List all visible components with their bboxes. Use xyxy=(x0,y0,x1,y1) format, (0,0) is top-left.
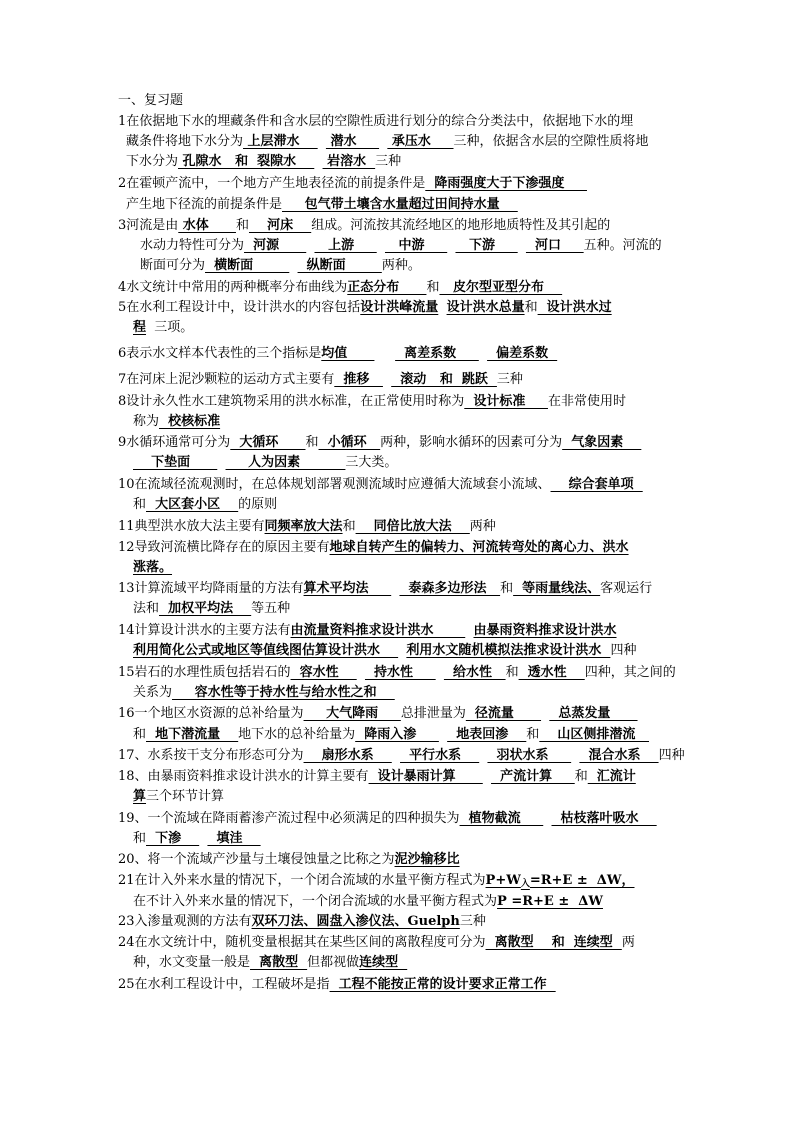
question-text: 18、由暴雨资料推求设计洪水的计算主要有 xyxy=(118,769,369,784)
question-text: 和 xyxy=(133,497,147,512)
question-text: 4水文统计中常用的两种概率分布曲线为 xyxy=(118,280,348,295)
question-text: 在非常使用时 xyxy=(547,394,626,409)
answer-text: 综合套单项 xyxy=(550,477,643,492)
answer-text: 混合水系 xyxy=(579,748,659,763)
answer-text: 产流计算 xyxy=(491,769,575,784)
question-text: 但都视做 xyxy=(307,955,360,970)
question-line xyxy=(118,850,460,869)
answer-text: 大循环 xyxy=(230,435,306,450)
answer-text: 加权平均法 xyxy=(159,601,252,616)
answer-text: 降雨强度大于下渗强度 xyxy=(425,176,587,191)
question-text: 下水分为 xyxy=(126,154,179,169)
question-text xyxy=(314,154,322,169)
question-text: 19、一个流域在降雨蓄渗产流过程中必须满足的四种损失为 xyxy=(118,811,460,826)
question-line xyxy=(118,174,587,193)
question-text xyxy=(543,811,551,826)
question-text: 6表示水文样本代表性的三个指标是 xyxy=(118,346,322,361)
answer-text: 潜水 xyxy=(325,134,380,149)
question-text: 两 xyxy=(621,935,635,950)
answer-text: 偏差系数 xyxy=(487,346,558,361)
answer-text: 设计洪水过 xyxy=(537,300,612,315)
answer-text: 同倍比放大法 xyxy=(355,519,470,534)
question-line xyxy=(133,829,261,848)
answer-text: 下渗 xyxy=(146,831,200,846)
answer-text: 孔隙水 和 裂隙水 xyxy=(178,154,315,169)
question-text xyxy=(374,346,395,361)
question-line xyxy=(118,538,629,557)
question-line xyxy=(133,558,172,577)
answer-text: 上层滞水 xyxy=(243,134,318,149)
question-line xyxy=(133,892,603,911)
question-text: 25在水利工程设计中，工程破坏是指 xyxy=(118,977,330,992)
question-text xyxy=(318,134,326,149)
question-text: 和 xyxy=(342,519,356,534)
question-text xyxy=(465,623,473,638)
answer-text: 算术平均法 xyxy=(303,581,392,596)
answer-text: 均值 xyxy=(321,346,375,361)
answer-text: 涨落。 xyxy=(133,560,173,575)
answer-text: 推移 xyxy=(334,372,383,387)
answer-text: 扇形水系 xyxy=(303,748,392,763)
answer-text: 设计标准 xyxy=(464,394,548,409)
question-text: 三项。 xyxy=(146,320,194,335)
question-text: 三种 xyxy=(375,154,402,169)
answer-text: 岩溶水 xyxy=(322,154,376,169)
question-line xyxy=(118,767,636,786)
question-line xyxy=(133,495,277,514)
answer-text: 正态分布 xyxy=(347,280,427,295)
answer-text: 气象因素 xyxy=(562,435,642,450)
answer-text: 容水性 xyxy=(290,665,357,680)
answer-text: 包气带土壤含水量超过田间持水量 xyxy=(282,197,518,212)
answer-text: 校核标准 xyxy=(159,414,221,429)
answer-text: 河源 xyxy=(244,238,307,253)
question-text xyxy=(438,300,446,315)
answer-text: 泰森多边形法 xyxy=(399,581,501,596)
question-text: 四种 xyxy=(610,643,637,658)
question-line xyxy=(140,256,421,275)
answer-text: 河床 xyxy=(248,218,312,233)
question-text xyxy=(289,258,297,273)
answer-text: 滚动 和 跳跃 xyxy=(391,372,497,387)
question-text: 15岩石的水理性质包括岩石的 xyxy=(118,665,291,680)
question-text xyxy=(217,455,225,470)
question-line xyxy=(118,809,657,828)
answer-text: 持水性 xyxy=(364,665,436,680)
answer-text: 给水性 xyxy=(443,665,506,680)
question-text: 16一个地区水资源的总补给量为 xyxy=(118,706,304,721)
question-line xyxy=(118,663,676,682)
question-line xyxy=(133,453,397,472)
subscript-text: 入 xyxy=(520,879,530,889)
question-line xyxy=(118,433,641,452)
question-text: 两种 xyxy=(469,519,496,534)
question-text: 藏条件将地下水分为 xyxy=(126,134,244,149)
answer-text: 枯枝落叶吸水 xyxy=(551,811,657,826)
question-line xyxy=(126,132,649,151)
question-text: 法和 xyxy=(133,601,160,616)
question-text: 五种。河流的 xyxy=(583,238,662,253)
question-text: 断面可分为 xyxy=(140,258,206,273)
question-text: 21在计入外来水量的情况下，一个闭合流域的水量平衡方程式为 xyxy=(118,873,486,888)
question-text: 产生地下径流的前提条件是 xyxy=(126,197,283,212)
question-text xyxy=(392,748,400,763)
answer-text: 大区套小区 xyxy=(146,497,239,512)
question-text: 种，水文变量一般是 xyxy=(133,955,251,970)
question-text xyxy=(439,727,447,742)
question-line xyxy=(133,318,193,337)
answer-text: 容水性等于持水性与给水性之和 xyxy=(172,685,395,700)
question-line xyxy=(118,933,635,952)
answer-text: P+W xyxy=(485,873,521,888)
answer-text: 地表回渗 xyxy=(447,727,527,742)
question-text: 四种 xyxy=(658,748,685,763)
answer-text: 中游 xyxy=(384,238,448,253)
question-text xyxy=(518,238,526,253)
question-text: 三种 xyxy=(496,372,523,387)
answer-text: 下垫面 xyxy=(133,455,218,470)
question-text: 两种。 xyxy=(381,258,421,273)
question-text: 的原则 xyxy=(238,497,278,512)
question-text: 三种 xyxy=(459,914,486,929)
question-text: 两种，影响水循环的因素可分为 xyxy=(380,435,563,450)
question-line xyxy=(140,236,662,255)
question-text: 水动力特性可分为 xyxy=(140,238,245,253)
section-title xyxy=(118,91,183,110)
question-text: 10在流域径流观测时，在总体规划部署观测流域时应遵循大流域套小流域、 xyxy=(118,477,551,492)
answer-text: 承压水 xyxy=(387,134,454,149)
question-text xyxy=(479,346,487,361)
question-text: 和 xyxy=(500,581,514,596)
answer-text: 等雨量线法、 xyxy=(513,581,601,596)
question-text: 一、复习题 xyxy=(118,93,184,108)
answer-text: 离散型 xyxy=(250,955,308,970)
question-text: 三大类。 xyxy=(345,455,398,470)
answer-text: 水体 xyxy=(178,218,236,233)
answer-text: 填洼 xyxy=(207,831,261,846)
question-line xyxy=(118,112,633,131)
question-line xyxy=(118,392,626,411)
question-text: 在不计入外来水量的情况下，一个闭合流域的水量平衡方程式为 xyxy=(133,894,498,909)
question-line xyxy=(133,641,636,660)
question-text: 12导致河流横比降存在的原因主要有 xyxy=(118,540,330,555)
answer-text: 降雨入渗 xyxy=(355,727,439,742)
answer-text: 人为因素 xyxy=(225,455,346,470)
question-line xyxy=(118,344,557,363)
answer-text: 由暴雨资料推求设计洪水 xyxy=(473,623,617,638)
question-text: 24在水文统计中，随机变量根据其在某些区间的离散程度可分为 xyxy=(118,935,486,950)
answer-text: 小循环 xyxy=(318,435,381,450)
question-text: 和 xyxy=(235,218,249,233)
answer-text: 大气降雨 xyxy=(303,706,401,721)
answer-text: 河口 xyxy=(525,238,584,253)
answer-text: 同频率放大法 xyxy=(264,519,343,534)
question-text: 7在河床上泥沙颗粒的运动方式主要有 xyxy=(118,372,335,387)
question-line xyxy=(133,953,407,972)
answer-text: =R+E ± ΔW， xyxy=(529,873,635,888)
answer-text: 上游 xyxy=(314,238,377,253)
question-text: 3河流是由 xyxy=(118,218,179,233)
question-line xyxy=(118,975,556,994)
answer-text: 下游 xyxy=(455,238,518,253)
question-line xyxy=(126,195,518,214)
question-line xyxy=(133,599,290,618)
question-line xyxy=(118,370,523,389)
answer-text: 由流量资料推求设计洪水 xyxy=(290,623,466,638)
answer-text: 利用简化公式或地区等值线图估算设计洪水 xyxy=(133,643,399,658)
answer-text: 皮尔型亚型分布 xyxy=(439,280,563,295)
answer-text: 设计暴雨计算 xyxy=(368,769,483,784)
answer-text: 离散型 和 连续型 xyxy=(485,935,622,950)
question-text: 17、水系按干支分布形态可分为 xyxy=(118,748,304,763)
question-text: 组成。河流按其流经地区的地形地质特性及其引起的 xyxy=(311,218,611,233)
question-line xyxy=(118,517,496,536)
question-line xyxy=(118,298,612,317)
question-line xyxy=(118,704,638,723)
answer-text: 羽状水系 xyxy=(487,748,572,763)
question-line xyxy=(133,725,649,744)
answer-text: 纵断面 xyxy=(297,258,382,273)
question-line xyxy=(133,683,395,702)
question-line xyxy=(126,152,401,171)
answer-text: 山区侧排潜流 xyxy=(539,727,649,742)
question-text: 和 xyxy=(133,831,147,846)
answer-text: 利用水文随机模拟法推求设计洪水 xyxy=(406,643,611,658)
answer-text: 透水性 xyxy=(518,665,585,680)
question-text: 13计算流域平均降雨量的方法有 xyxy=(118,581,304,596)
answer-text: P =R+E ± ΔW xyxy=(497,894,603,909)
question-text: 和 xyxy=(505,665,519,680)
question-text: 1在依据地下水的埋藏条件和含水层的空隙性质进行划分的综合分类法中，依据地下水的埋 xyxy=(118,114,634,129)
question-text: 总排泄量为 xyxy=(400,706,466,721)
answer-text: 泥沙输移比 xyxy=(394,852,460,867)
question-text: 和 xyxy=(133,727,147,742)
question-text: 客观运行 xyxy=(600,581,653,596)
question-line xyxy=(118,475,643,494)
answer-text: 地下潜流量 xyxy=(146,727,239,742)
answer-text: 算 xyxy=(133,789,147,804)
question-text: 2在霍顿产流中，一个地方产生地表径流的前提条件是 xyxy=(118,176,426,191)
question-line xyxy=(118,278,562,297)
answer-text: 汇流计 xyxy=(587,769,636,784)
question-text: 称为 xyxy=(133,414,160,429)
answer-text: 横断面 xyxy=(205,258,290,273)
question-text xyxy=(483,769,491,784)
question-text: 5在水利工程设计中，设计洪水的内容包括 xyxy=(118,300,361,315)
question-text: 11典型洪水放大法主要有 xyxy=(118,519,265,534)
question-text: 四种，其之间的 xyxy=(584,665,676,680)
question-line xyxy=(133,787,224,806)
question-line xyxy=(118,746,685,765)
question-text: 9水循环通常可分为 xyxy=(118,435,231,450)
answer-text: 程 xyxy=(133,320,147,335)
question-text: 三个环节计算 xyxy=(146,789,225,804)
question-text: 23入渗量观测的方法有 xyxy=(118,914,252,929)
question-text: 8设计永久性水工建筑物采用的洪水标准，在正常使用时称为 xyxy=(118,394,465,409)
question-text: 14计算设计洪水的主要方法有 xyxy=(118,623,291,638)
question-text xyxy=(436,665,444,680)
question-line xyxy=(118,912,486,931)
answer-text: 径流量 xyxy=(465,706,542,721)
answer-text: 植物截流 xyxy=(459,811,544,826)
question-text xyxy=(306,238,314,253)
answer-text: 双环刀法、圆盘入渗仪法、Guelph xyxy=(251,914,460,929)
question-text xyxy=(377,238,385,253)
question-text: 和 xyxy=(524,300,538,315)
question-line xyxy=(118,579,652,598)
answer-text: 平行水系 xyxy=(400,748,480,763)
question-text: 三种，依据含水层的空隙性质将地 xyxy=(453,134,649,149)
question-text: 和 xyxy=(574,769,588,784)
question-text: 地下水的总补给量为 xyxy=(238,727,356,742)
answer-text: 设计洪峰流量 xyxy=(360,300,439,315)
question-line xyxy=(118,216,610,235)
question-line xyxy=(118,871,635,890)
question-line xyxy=(133,412,220,431)
answer-text: 离差系数 xyxy=(395,346,479,361)
question-text: 20、将一个流域产沙量与土壤侵蚀量之比称之为 xyxy=(118,852,395,867)
answer-text: 工程不能按正常的设计要求正常工作 xyxy=(329,977,556,992)
question-text: 关系为 xyxy=(133,685,173,700)
question-text: 和 xyxy=(426,280,440,295)
answer-text: 地球自转产生的偏转力、河流转弯处的离心力、洪水 xyxy=(329,540,629,555)
answer-text: 设计洪水总量 xyxy=(446,300,525,315)
question-text: 和 xyxy=(305,435,319,450)
question-text xyxy=(357,665,365,680)
answer-text: 连续型 xyxy=(359,955,408,970)
question-text: 和 xyxy=(526,727,540,742)
question-text: 等五种 xyxy=(251,601,291,616)
answer-text: 总蒸发量 xyxy=(549,706,638,721)
question-line xyxy=(118,621,617,640)
question-text xyxy=(383,372,391,387)
